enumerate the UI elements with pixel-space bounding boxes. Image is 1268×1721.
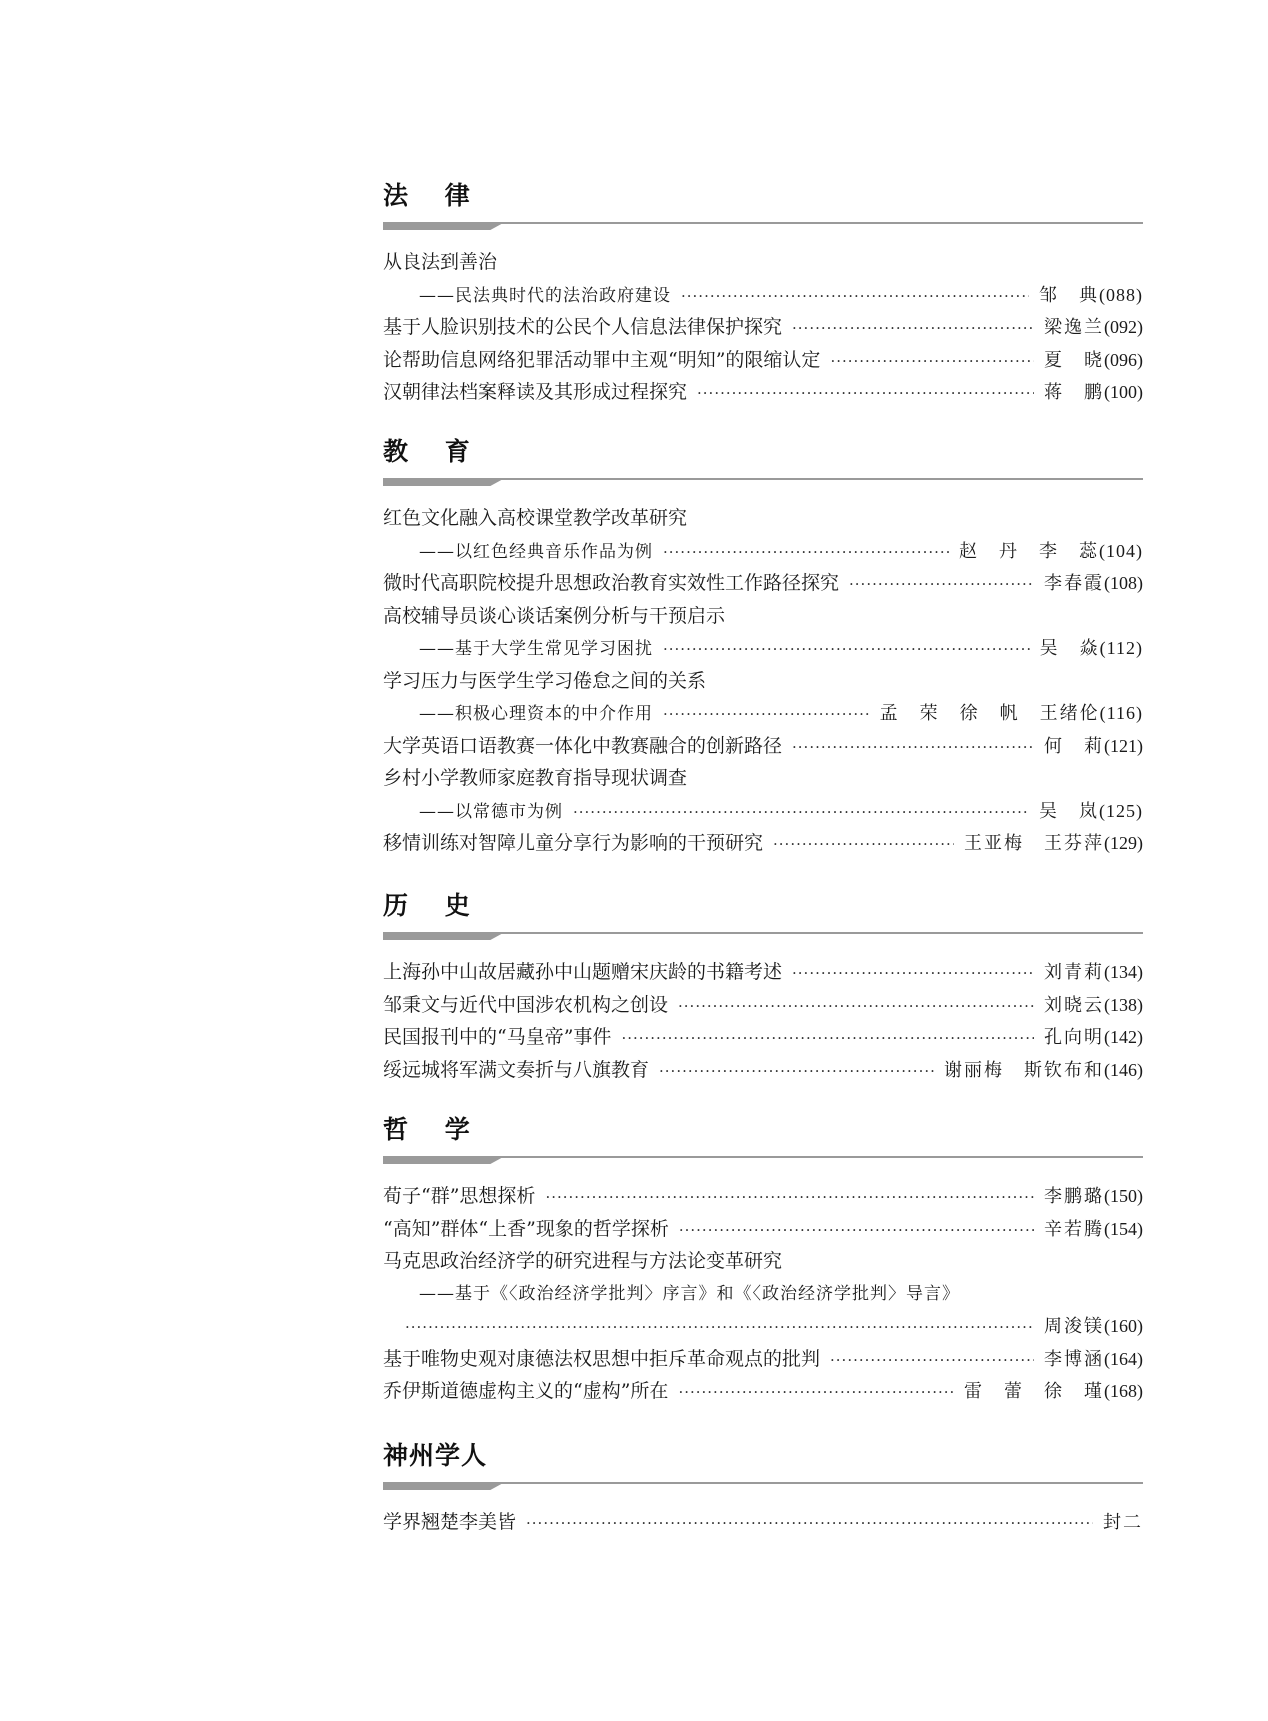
entry-page-number: (134) [1104, 962, 1143, 982]
section-title: 哲 学 [383, 1115, 484, 1144]
leader-dots [792, 957, 1034, 990]
entry-page-number: (096) [1104, 349, 1143, 370]
leader-dots [405, 1311, 1034, 1344]
entry-authors: 谢丽梅 斯钦布和 [944, 1059, 1104, 1081]
section-title: 神州学人 [383, 1441, 488, 1470]
entry-subtitle: ——积极心理资本的中介作用 [419, 704, 653, 724]
entry-subtitle: ——基于《〈政治经济学批判〉序言》和《〈政治经济学批判〉导言》 [419, 1283, 960, 1304]
entry-page-number: (142) [1104, 1027, 1143, 1047]
entry-page-number: (129) [1104, 833, 1143, 853]
toc-entry[interactable] [383, 567, 1143, 600]
entry-page-number: (160) [1104, 1316, 1143, 1336]
leader-dots [697, 377, 1034, 410]
entry-title: 移情训练对智障儿童分享行为影响的干预研究 [383, 832, 764, 854]
toc-entry[interactable] [383, 1343, 1143, 1376]
entry-authors: 吴 岚 [1039, 800, 1099, 822]
leader-dots [830, 345, 1034, 378]
entry-title: 基于人脸识别技术的公民个人信息法律保护探究 [383, 316, 783, 338]
entry-title: 邹秉文与近代中国涉农机构之创设 [383, 993, 669, 1016]
entry-authors: 李春霞 [1044, 573, 1104, 594]
entry-authors: 孔向明 [1044, 1027, 1104, 1048]
entry-authors: 蒋 鹏 [1044, 382, 1104, 403]
leader-dots [849, 568, 1034, 601]
toc-entry[interactable] [383, 1054, 1143, 1087]
entry-authors: 刘青莉 [1044, 962, 1104, 983]
entry-title: 荀子“群”思想探析 [383, 1185, 536, 1207]
entry-authors: 周浚镁 [1044, 1316, 1104, 1337]
entry-subtitle: ——以红色经典音乐作品为例 [419, 541, 653, 562]
leader-dots [681, 280, 1029, 313]
entry-title: “高知”群体“上香”现象的哲学探析 [383, 1217, 669, 1240]
entry-page-number: (138) [1104, 994, 1143, 1015]
entry-page-number: (146) [1104, 1059, 1143, 1080]
section-divider [383, 1156, 1143, 1168]
entry-subtitle: ——民法典时代的法治政府建设 [419, 285, 671, 306]
entry-title: 基于唯物史观对康德法权思想中拒斥革命观点的批判 [383, 1347, 821, 1370]
leader-dots [663, 536, 949, 569]
entry-authors: 何 莉 [1044, 735, 1104, 757]
entry-title: 大学英语口语教赛一体化中教赛融合的创新路径 [383, 734, 783, 757]
entry-authors: 孟 荣 徐 帆 王绪伦 [879, 703, 1100, 724]
entry-title: 汉朝律法档案释读及其形成过程探究 [383, 381, 688, 403]
toc-entry[interactable] [383, 502, 1143, 535]
entry-title: 乡村小学教师家庭教育指导现状调查 [383, 767, 688, 789]
entry-authors: 夏 晓 [1044, 349, 1104, 371]
toc-entry[interactable] [383, 827, 1143, 860]
toc-entry[interactable] [383, 1021, 1143, 1054]
toc-section [383, 1438, 1143, 1539]
entry-page-number: (112) [1099, 638, 1143, 658]
section-title: 法 律 [383, 181, 484, 210]
entry-authors: 邹 典 [1039, 284, 1099, 306]
leader-dots [830, 1344, 1034, 1377]
leader-dots [792, 312, 1034, 345]
toc-entry[interactable] [383, 632, 1143, 665]
toc-entry[interactable] [383, 376, 1143, 409]
toc-entry[interactable] [383, 311, 1143, 344]
entry-authors: 王亚梅 王芬萍 [964, 833, 1104, 854]
toc-entry[interactable] [383, 535, 1143, 568]
entry-authors: 吴 焱 [1039, 638, 1100, 659]
entry-authors: 刘晓云 [1044, 994, 1104, 1016]
entry-authors: 李鹏璐 [1044, 1186, 1104, 1207]
toc-entry[interactable] [383, 697, 1143, 730]
leader-dots [678, 1376, 954, 1409]
toc-entry[interactable] [383, 344, 1143, 377]
entry-title: 上海孙中山故居藏孙中山题赠宋庆龄的书籍考述 [383, 961, 783, 983]
leader-dots [773, 828, 954, 861]
leader-dots [663, 698, 870, 731]
entry-title: 民国报刊中的“马皇帝”事件 [383, 1026, 612, 1048]
entry-title: 从良法到善治 [383, 251, 498, 273]
entry-page-number: (125) [1099, 800, 1143, 821]
entry-authors: 梁逸兰 [1044, 317, 1104, 338]
leader-dots [792, 731, 1034, 764]
entry-authors: 赵 丹 李 蕊 [959, 540, 1099, 562]
leader-dots [573, 796, 1029, 829]
entry-title: 学习压力与医学生学习倦怠之间的关系 [383, 669, 707, 692]
toc-entry[interactable] [383, 600, 1143, 633]
section-divider [383, 1482, 1143, 1494]
entry-title: 马克思政治经济学的研究进程与方法论变革研究 [383, 1250, 783, 1272]
toc-section [383, 434, 1143, 860]
entry-page-number: (150) [1104, 1186, 1143, 1206]
toc-entry[interactable] [383, 730, 1143, 763]
entry-page-number: (104) [1099, 540, 1143, 561]
toc-entry[interactable] [383, 279, 1143, 312]
toc-entry[interactable] [383, 1506, 1143, 1539]
entry-title: 微时代高职院校提升思想政治教育实效性工作路径探究 [383, 572, 840, 594]
entry-title: 绥远城将军满文奏折与八旗教育 [383, 1058, 650, 1081]
entry-page-number: (164) [1104, 1348, 1143, 1369]
entry-page-number: (108) [1104, 573, 1143, 593]
toc-entry[interactable] [383, 1278, 1143, 1311]
toc-entry[interactable] [383, 1180, 1143, 1213]
toc-entry[interactable] [383, 795, 1143, 828]
toc-entry[interactable] [383, 1245, 1143, 1278]
entry-page-number: (116) [1099, 703, 1143, 723]
leader-dots [545, 1181, 1034, 1214]
entry-authors: 辛若腾 [1044, 1218, 1104, 1240]
section-title: 历 史 [383, 891, 484, 920]
toc-section [383, 178, 1143, 409]
section-divider [383, 932, 1143, 944]
entry-page-number: (100) [1104, 382, 1143, 402]
entry-title: 乔伊斯道德虚构主义的“虚构”所在 [383, 1380, 669, 1402]
entry-page-number: (154) [1104, 1218, 1143, 1239]
entry-page-number: (121) [1104, 735, 1143, 756]
entry-subtitle: ——以常德市为例 [419, 801, 563, 822]
leader-dots [526, 1507, 1093, 1540]
toc-entry[interactable] [383, 1213, 1143, 1246]
entry-title: 论帮助信息网络犯罪活动罪中主观“明知”的限缩认定 [383, 348, 821, 371]
entry-title: 学界翘楚李美皆 [383, 1511, 517, 1533]
entry-subtitle: ——基于大学生常见学习困扰 [419, 639, 653, 659]
entry-page-number: (092) [1104, 317, 1143, 337]
entry-title: 高校辅导员谈心谈话案例分析与干预启示 [383, 604, 726, 627]
leader-dots [678, 990, 1034, 1023]
toc-section [383, 1112, 1143, 1408]
entry-title: 红色文化融入高校课堂教学改革研究 [383, 507, 688, 529]
entry-page-number: (168) [1104, 1381, 1143, 1401]
section-divider [383, 478, 1143, 490]
section-title: 教 育 [383, 437, 484, 466]
entry-authors: 封二 [1103, 1512, 1143, 1533]
entry-authors: 雷 蕾 徐 瑾 [964, 1381, 1104, 1402]
toc-entry[interactable] [383, 665, 1143, 698]
toc-entry[interactable] [383, 956, 1143, 989]
toc-section [383, 888, 1143, 1086]
toc-entry[interactable] [383, 1375, 1143, 1408]
leader-dots [621, 1022, 1034, 1055]
entry-page-number: (088) [1099, 284, 1143, 305]
leader-dots [659, 1055, 934, 1088]
toc-entry[interactable] [383, 762, 1143, 795]
toc-entry[interactable] [383, 1310, 1143, 1343]
toc-entry[interactable] [383, 989, 1143, 1022]
toc-entry[interactable] [383, 246, 1143, 279]
leader-dots [663, 633, 1030, 666]
leader-dots [679, 1214, 1034, 1247]
section-divider [383, 222, 1143, 234]
entry-authors: 李博涵 [1044, 1348, 1104, 1370]
